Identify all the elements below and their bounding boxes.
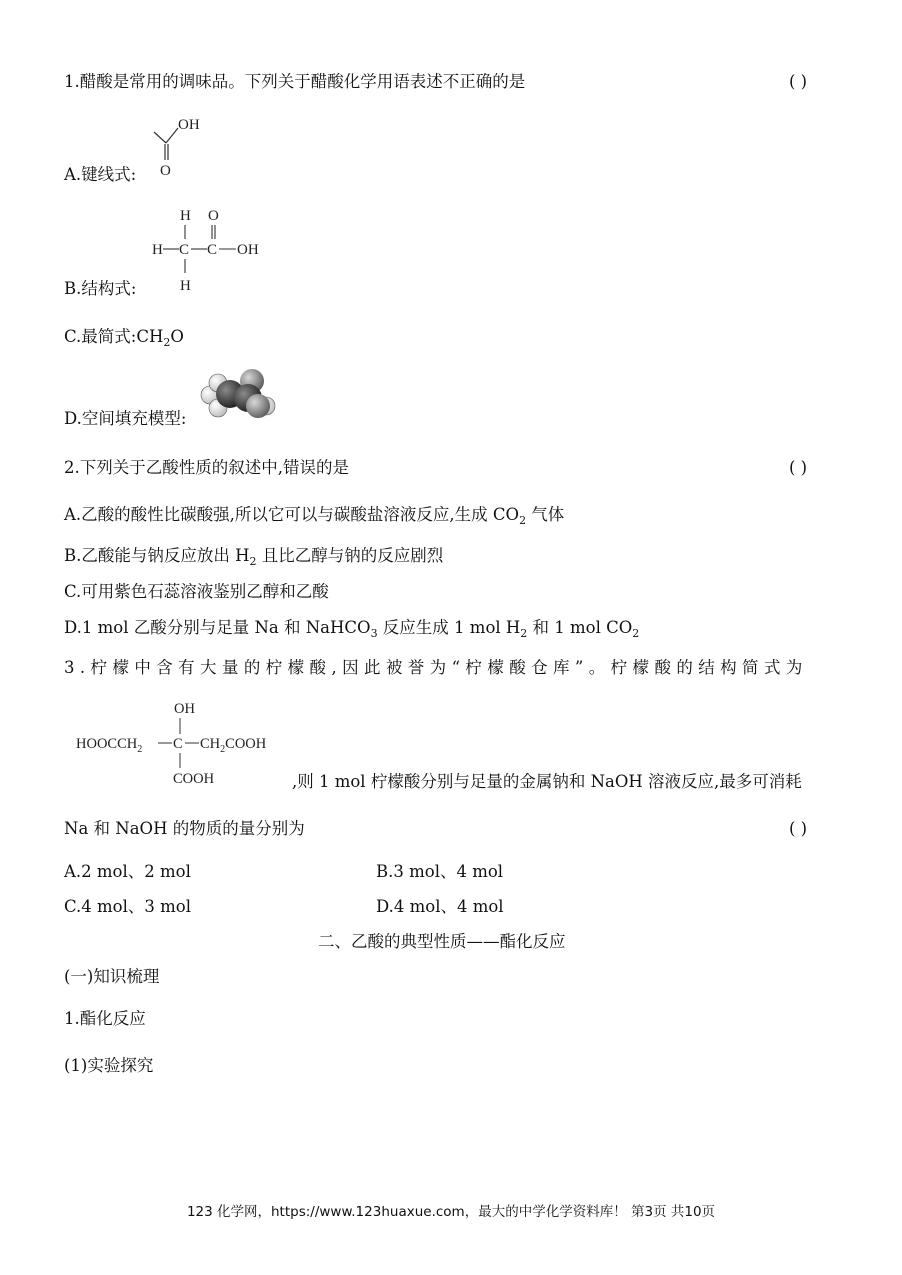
section-sub2: 1.酯化反应 <box>64 1009 146 1028</box>
q1-option-b: B.结构式: <box>64 279 137 298</box>
skeletal-oh-label: OH <box>178 117 200 133</box>
q1-c-tail: O <box>170 327 184 346</box>
q2-option-b <box>64 546 443 566</box>
q2-d-sub1: 3 <box>370 627 378 640</box>
q2-d-pre: D.1 mol 乙酸分别与足量 Na 和 NaHCO <box>64 618 371 637</box>
page-footer: 123 化学网，https://www.123huaxue.com，最大的中学化学资料库！ 第3页 共10页 <box>186 1204 716 1220</box>
q2-b-sub: 2 <box>249 555 257 568</box>
citric-left: HOOCCH <box>76 736 138 752</box>
struct-h-bottom: H <box>180 278 191 294</box>
q2-a-sub: 2 <box>519 514 527 527</box>
q2-d-mid2: 和 1 mol CO <box>527 618 633 637</box>
citric-right-tail: COOH <box>225 736 267 752</box>
struct-h-top: H <box>180 208 191 224</box>
citric-c: C <box>173 736 183 752</box>
q2-b-pre: B.乙酸能与钠反应放出 H <box>64 546 250 565</box>
section-sub3: (1)实验探究 <box>64 1056 154 1075</box>
q2-d-sub2: 2 <box>520 627 528 640</box>
struct-h-left: H <box>152 242 163 258</box>
citric-oh: OH <box>174 701 195 717</box>
q3-option-c: C.4 mol、3 mol <box>64 897 191 916</box>
citric-bottom: COOH <box>173 771 215 787</box>
q2-answer-paren: ( ) <box>789 458 808 477</box>
q1-c-sub: 2 <box>163 336 171 349</box>
citric-left-sub: 2 <box>137 744 143 755</box>
q2-a-post: 气体 <box>526 505 565 524</box>
q3-option-b: B.3 mol、4 mol <box>376 862 504 881</box>
q2-option-d <box>64 618 639 638</box>
skeletal-formula-diagram <box>140 108 220 180</box>
q1-stem: 1.醋酸是常用的调味品。下列关于醋酸化学用语表述不正确的是 <box>64 72 526 91</box>
q2-a-pre: A.乙酸的酸性比碳酸强,所以它可以与碳酸盐溶液反应,生成 CO <box>64 505 520 524</box>
q2-b-post: 且比乙醇与钠的反应剧烈 <box>256 546 444 565</box>
q2-d-sub3: 2 <box>632 627 640 640</box>
q1-option-a: A.键线式: <box>64 165 137 184</box>
q1-c-text: C.最简式:CH <box>64 327 164 346</box>
q3-option-a: A.2 mol、2 mol <box>64 862 191 881</box>
struct-o-top: O <box>208 208 219 224</box>
citric-acid-formula-diagram <box>74 696 294 792</box>
citric-left-group <box>76 736 142 755</box>
struct-c2: C <box>207 242 218 258</box>
q3-option-d: D.4 mol、4 mol <box>376 897 504 916</box>
structural-formula-diagram <box>148 203 278 295</box>
q1-option-d: D.空间填充模型: <box>64 409 187 428</box>
q1-answer-paren: ( ) <box>789 72 808 91</box>
section-title: 二、乙酸的典型性质——酯化反应 <box>318 932 566 951</box>
q3-stem-line2: Na 和 NaOH 的物质的量分别为 <box>64 819 305 838</box>
struct-oh: OH <box>237 242 259 258</box>
section-sub1: (一)知识梳理 <box>64 967 160 986</box>
q2-option-a <box>64 505 564 525</box>
struct-c1: C <box>179 242 190 258</box>
q2-option-c: C.可用紫色石蕊溶液鉴别乙醇和乙酸 <box>64 582 329 601</box>
q2-d-mid: 反应生成 1 mol H <box>377 618 521 637</box>
citric-right-sub: 2 <box>220 744 226 755</box>
q3-stem: 3.柠檬中含有大量的柠檬酸,因此被誉为“柠檬酸仓库”。柠檬酸的结构简式为 <box>64 658 808 677</box>
space-filling-model-icon <box>196 364 282 424</box>
skeletal-o-label: O <box>160 163 171 179</box>
q1-option-c <box>64 327 184 347</box>
q2-stem: 2.下列关于乙酸性质的叙述中,错误的是 <box>64 458 349 477</box>
citric-right: CH <box>200 736 221 752</box>
citric-right-group <box>200 736 267 755</box>
q3-stem-tail: ,则 1 mol 柠檬酸分别与足量的金属钠和 NaOH 溶液反应,最多可消耗 <box>292 772 802 791</box>
q3-answer-paren: ( ) <box>789 819 808 838</box>
